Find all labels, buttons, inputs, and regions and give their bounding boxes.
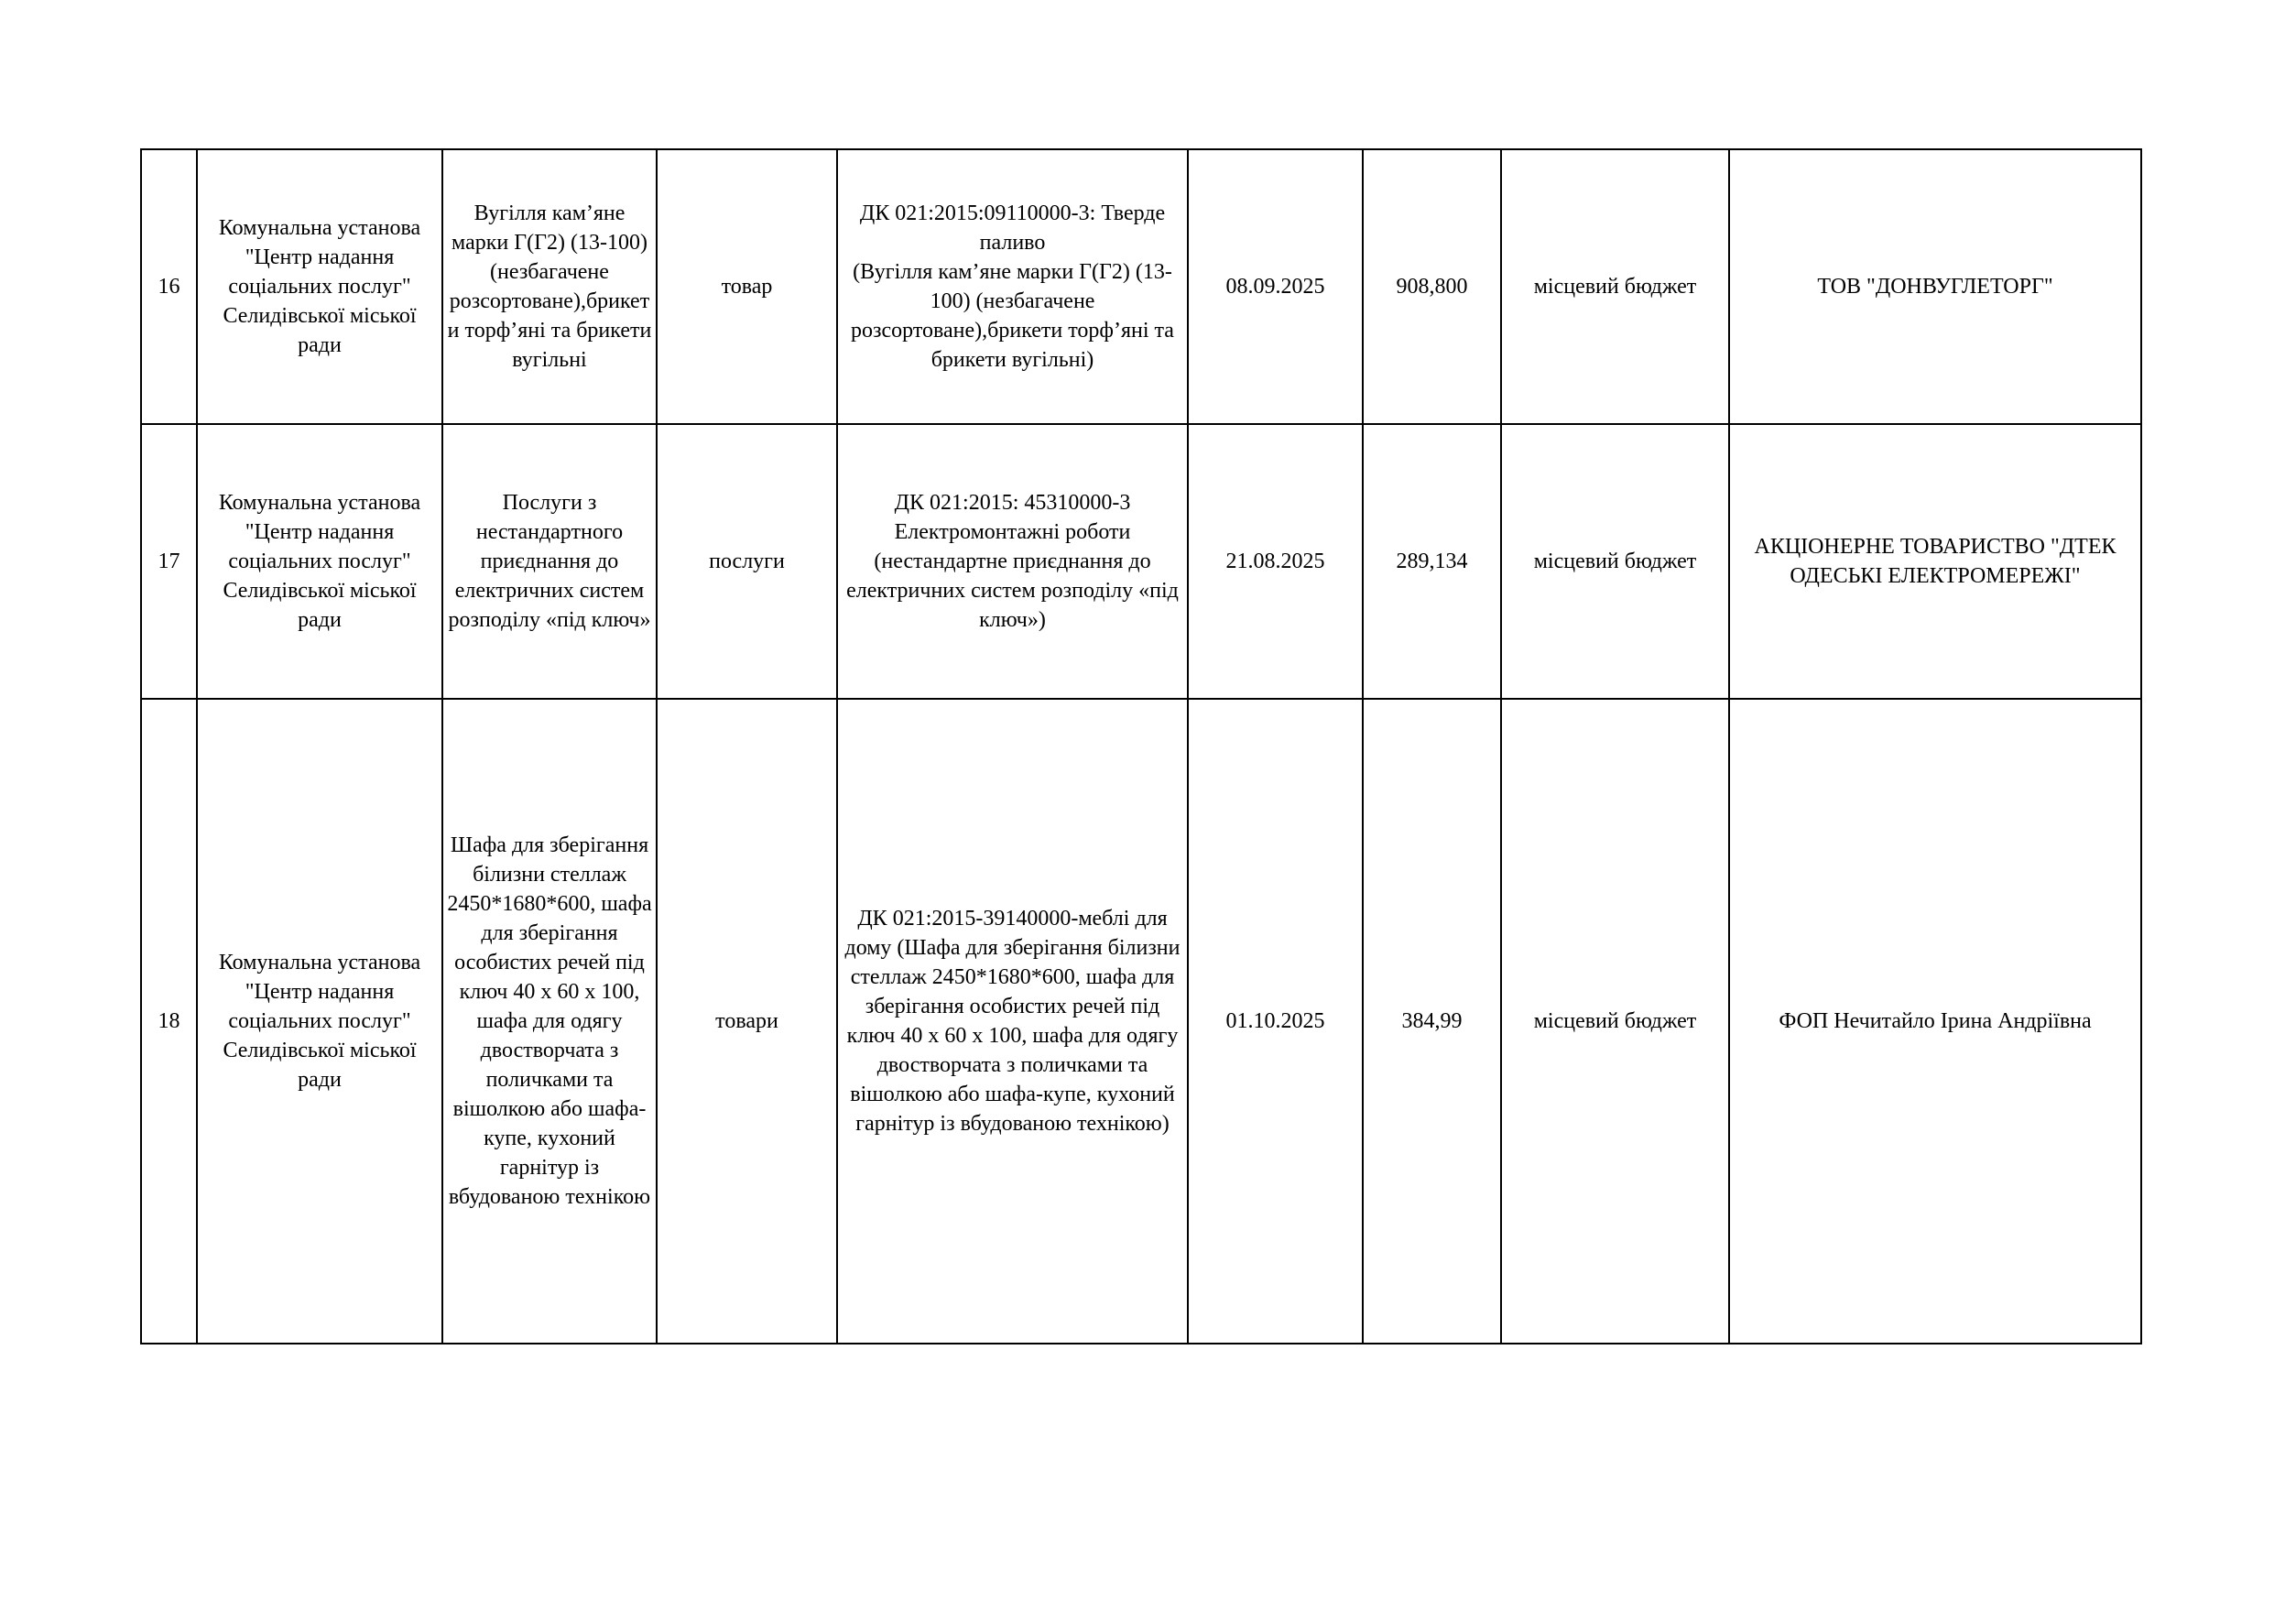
item-description: Послуги з нестандартного приєднання до електричних систем розподілу «під ключ»: [442, 424, 657, 699]
funding-source: місцевий бюджет: [1501, 149, 1729, 424]
item-description: Вугілля кам’яне марки Г(Г2) (13-100) (незбагачене розсортоване),брикети торф’яні та брикети вугільні: [442, 149, 657, 424]
contract-amount: 289,134: [1363, 424, 1501, 699]
buyer-name: Комунальна установа "Центр надання соціальних послуг" Селидівської міської ради: [197, 149, 442, 424]
buyer-name: Комунальна установа "Центр надання соціальних послуг" Селидівської міської ради: [197, 699, 442, 1344]
item-type: товар: [657, 149, 837, 424]
classifier-code: ДК 021:2015:09110000-3: Тверде паливо (Вугілля кам’яне марки Г(Г2) (13-100) (незбагачене розсортоване),брикети торф’яні та брикети вугільні): [837, 149, 1188, 424]
buyer-name: Комунальна установа "Центр надання соціальних послуг" Селидівської міської ради: [197, 424, 442, 699]
item-type: товари: [657, 699, 837, 1344]
classifier-code: ДК 021:2015: 45310000-3 Електромонтажні роботи (нестандартне приєднання до електричних систем розподілу «під ключ»): [837, 424, 1188, 699]
row-number: 17: [141, 424, 197, 699]
contract-date: 08.09.2025: [1188, 149, 1363, 424]
supplier-name: АКЦІОНЕРНЕ ТОВАРИСТВО "ДТЕК ОДЕСЬКІ ЕЛЕКТРОМЕРЕЖІ": [1729, 424, 2141, 699]
contract-date: 21.08.2025: [1188, 424, 1363, 699]
funding-source: місцевий бюджет: [1501, 424, 1729, 699]
classifier-code: ДК 021:2015-39140000-меблі для дому (Шафа для зберігання білизни стеллаж 2450*1680*600, шафа для зберігання особистих речей під ключ 40 х 60 х 100, шафа для одягу двостворчата з поличками та вішолкою або шафа-купе, кухоний гарнітур із вбудованою технікою): [837, 699, 1188, 1344]
item-description: Шафа для зберігання білизни стеллаж 2450*1680*600, шафа для зберігання особистих речей під ключ 40 х 60 х 100, шафа для одягу двостворчата з поличками та вішолкою або шафа-купе, кухоний гарнітур із вбудованою технікою: [442, 699, 657, 1344]
table-row: [141, 424, 2141, 699]
table-row: [141, 149, 2141, 424]
contract-amount: 384,99: [1363, 699, 1501, 1344]
supplier-name: ФОП Нечитайло Ірина Андріївна: [1729, 699, 2141, 1344]
row-number: 16: [141, 149, 197, 424]
supplier-name: ТОВ "ДОНВУГЛЕТОРГ": [1729, 149, 2141, 424]
procurement-table: [140, 148, 2142, 1344]
contract-date: 01.10.2025: [1188, 699, 1363, 1344]
table-row: [141, 699, 2141, 1344]
row-number: 18: [141, 699, 197, 1344]
funding-source: місцевий бюджет: [1501, 699, 1729, 1344]
item-type: послуги: [657, 424, 837, 699]
contract-amount: 908,800: [1363, 149, 1501, 424]
